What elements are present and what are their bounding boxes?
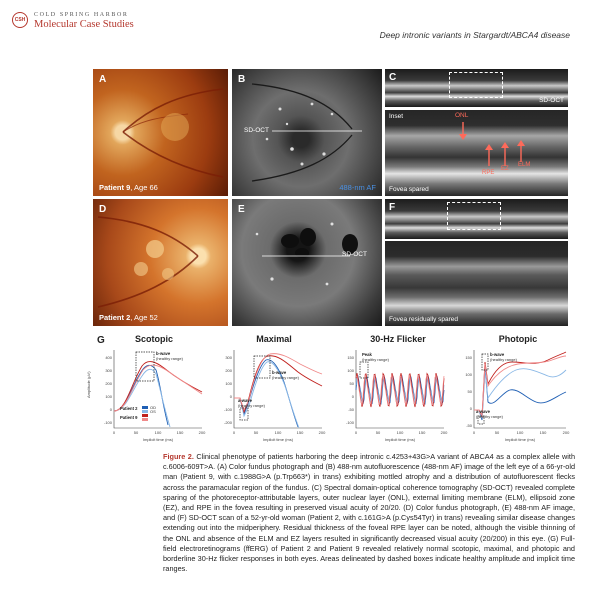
journal-name[interactable]: Molecular Case Studies bbox=[34, 19, 134, 30]
ytick: -100 bbox=[345, 420, 354, 425]
xtick: 150 bbox=[176, 430, 184, 435]
publisher-name: COLD SPRING HARBOR bbox=[34, 12, 129, 18]
erg-xlabel: Implicit time (ms) bbox=[384, 437, 416, 442]
yticks-maximal bbox=[224, 355, 233, 425]
xtick: 0 bbox=[354, 430, 358, 435]
panel-letter-g: G bbox=[97, 335, 105, 346]
ytick: 200 bbox=[225, 368, 232, 373]
fovea-label-c: Fovea spared bbox=[389, 186, 429, 193]
sdoct-label-e: SD-OCT bbox=[342, 251, 367, 258]
legend-swatch-p2-os bbox=[142, 410, 148, 413]
inset-region-box bbox=[449, 72, 503, 98]
oct-scan-f bbox=[385, 199, 568, 239]
xtick: 0 bbox=[472, 430, 476, 435]
xtick: 50 bbox=[253, 430, 259, 435]
onl-label: ONL bbox=[455, 112, 469, 119]
panel-letter-a: A bbox=[99, 74, 107, 85]
ytick: -100 bbox=[223, 407, 232, 412]
af-e-atrophy bbox=[232, 199, 382, 326]
xtick: 200 bbox=[562, 430, 570, 435]
figure-label: Figure 2. bbox=[163, 452, 194, 461]
oct-inset-c bbox=[385, 110, 568, 196]
ytick: -50 bbox=[348, 407, 354, 412]
healthy-range-box bbox=[360, 362, 368, 378]
fundus-photo-d bbox=[93, 199, 228, 326]
erg-chart-maximal bbox=[208, 332, 326, 444]
erg-title-photopic: Photopic bbox=[498, 334, 538, 344]
annot-awave: a-wave bbox=[476, 409, 490, 414]
xtick: 200 bbox=[440, 430, 448, 435]
erg-xlabel: Implicit time (ms) bbox=[504, 437, 536, 442]
ytick: -200 bbox=[223, 420, 232, 425]
ytick: 100 bbox=[347, 368, 354, 373]
trace-p9-os bbox=[114, 365, 202, 411]
panel-letter-f: F bbox=[389, 202, 396, 213]
xticks-photopic bbox=[473, 430, 570, 435]
yticks-flicker bbox=[346, 355, 355, 425]
trace-p9-od bbox=[114, 362, 202, 411]
af-label-b: 488-nm AF bbox=[339, 183, 376, 192]
patient-age-d: Age 52 bbox=[134, 313, 158, 322]
xtick: 100 bbox=[154, 430, 162, 435]
elm-label: ELM bbox=[518, 162, 531, 168]
annot-bwave: b-wave bbox=[272, 370, 287, 375]
journal-logo bbox=[12, 12, 28, 28]
xtick: 0 bbox=[112, 430, 116, 435]
erg-title-maximal: Maximal bbox=[256, 334, 292, 344]
layer-arrows bbox=[385, 110, 568, 196]
annot-bwave: b-wave bbox=[490, 352, 505, 357]
trace-p2-od bbox=[234, 360, 298, 427]
xtick: 200 bbox=[318, 430, 326, 435]
ytick: 0 bbox=[229, 394, 232, 399]
panel-letter-c: C bbox=[389, 72, 397, 83]
ytick: 150 bbox=[347, 355, 354, 360]
yticks-scotopic bbox=[104, 355, 113, 425]
xtick: 150 bbox=[418, 430, 426, 435]
fundus-d-vessels bbox=[93, 199, 228, 326]
xtick: 100 bbox=[516, 430, 524, 435]
erg-axes bbox=[234, 350, 322, 428]
erg-chart-photopic bbox=[452, 332, 574, 444]
erg-chart-flicker bbox=[330, 332, 448, 444]
figure-caption bbox=[163, 452, 575, 574]
ytick: 50 bbox=[467, 389, 472, 394]
legend-swatch-p2-od bbox=[142, 406, 148, 409]
fovea-label-f: Fovea residually spared bbox=[389, 316, 459, 323]
inset-region-box-f bbox=[447, 202, 501, 230]
erg-xlabel: Implicit time (ms) bbox=[142, 437, 174, 442]
xtick: 50 bbox=[375, 430, 381, 435]
legend-swatch-p9-od bbox=[142, 414, 148, 417]
xticks-scotopic bbox=[113, 430, 206, 435]
ytick: -50 bbox=[466, 423, 472, 428]
legend-od: OD bbox=[150, 405, 156, 410]
patient-name-d: Patient 2 bbox=[99, 313, 131, 322]
trace-p2-os bbox=[234, 362, 299, 428]
annot-bwave: b-wave bbox=[156, 351, 171, 356]
ytick: 100 bbox=[465, 372, 472, 377]
legend-swatch-p9-os bbox=[142, 418, 148, 421]
ytick: 400 bbox=[105, 355, 112, 360]
xtick: 0 bbox=[232, 430, 236, 435]
patient-label-a: Patient 9, Age 66 bbox=[99, 183, 158, 192]
running-title: Deep intronic variants in Stargardt/ABCA4 disease bbox=[379, 30, 570, 40]
ytick: 100 bbox=[105, 394, 112, 399]
autofluorescence-image-b bbox=[232, 69, 382, 196]
ytick: 0 bbox=[109, 407, 112, 412]
oct-scan-c bbox=[385, 69, 568, 107]
legend-p9: Patient 9 bbox=[120, 415, 138, 420]
annot-healthy-b: (healthy range) bbox=[272, 375, 299, 380]
trace-p9-os bbox=[474, 356, 566, 416]
autofluorescence-image-e bbox=[232, 199, 382, 326]
annot-healthy: (healthy range) bbox=[362, 357, 389, 362]
erg-title-flicker: 30-Hz Flicker bbox=[370, 334, 426, 344]
ytick: 0 bbox=[469, 406, 472, 411]
ytick: 300 bbox=[225, 355, 232, 360]
erg-chart-scotopic bbox=[86, 332, 204, 444]
xtick: 200 bbox=[198, 430, 206, 435]
inset-label-c: Inset bbox=[389, 113, 404, 120]
annot-awave: a-wave bbox=[238, 398, 252, 403]
logo-text: CSH bbox=[14, 17, 26, 23]
ytick: 0 bbox=[351, 394, 354, 399]
xtick: 150 bbox=[539, 430, 547, 435]
panel-letter-e: E bbox=[238, 204, 245, 215]
annot-healthy-a: (healthy range) bbox=[238, 403, 265, 408]
rpe-label: RPE bbox=[482, 170, 495, 176]
ytick: -100 bbox=[103, 420, 112, 425]
sdoct-label-b: SD-OCT bbox=[244, 127, 269, 134]
patient-name-a: Patient 9 bbox=[99, 183, 131, 192]
xtick: 50 bbox=[494, 430, 500, 435]
sdoct-label-c: SD-OCT bbox=[539, 97, 564, 104]
oct-inset-f bbox=[385, 241, 568, 326]
ytick: 150 bbox=[465, 355, 472, 360]
fundus-photo-a bbox=[93, 69, 228, 196]
erg-xlabel: Implicit time (ms) bbox=[262, 437, 294, 442]
fundus-a-vessels bbox=[93, 69, 228, 196]
caption-text: Clinical phenotype of patients harboring the deep intronic c.4253+43G>A variant of ABCA4 as a complex allele with c.6006-609T>A. (A) Color fundus photograph and (B) 488-nm autofluorescence (488-nm AF) image of the left eye of a 66-yr-old man (Patient 9, with c.1988G>A (p.Trp663*) in trans) exhibiting mottled atrophy and a distribution of autofluorescent flecks across the paramacular region of the fundus. (C) Spectral domain-optical coherence tomography (SD-OCT) revealed complete sparing of the photoreceptor-attributable layers, outer nuclear layer (ONL), external limiting membrane (ELM), ellipsoid zone (EZ), and RPE in the fovea resulting in preserved visual acuity of 20/20. (D) Color fundus photograph, (E) 488-nm AF image, and (F) SD-OCT scan of a 52-yr-old woman (Patient 2, with c.161G>A (p.Cys54Tyr) in trans) revealing similar disease changes extending out into the midperiphery. Residual thickness of the foveal RPE layer can be noted, although the visible thinning of the ONL and absence of the ELM and EZ layers resulted in significantly decreased visual acuity (20/200) in this eye. (G) Full-field electroretinograms (ffERG) of Patient 2 and Patient 9 revealed relatively normal scotopic, maximal, and photopic and borderline 30-Hz flicker responses in both eyes. Areas delineated by dashed boxes indicate healthy amplitude and implicit time ranges. bbox=[163, 452, 576, 574]
xtick: 150 bbox=[296, 430, 304, 435]
erg-ylabel: Amplitude (µV) bbox=[86, 371, 91, 398]
xticks-maximal bbox=[233, 430, 326, 435]
xticks-flicker bbox=[355, 430, 448, 435]
xtick: 100 bbox=[274, 430, 282, 435]
ez-label: EZ bbox=[501, 166, 509, 172]
ytick: 300 bbox=[105, 368, 112, 373]
patient-age-a: Age 66 bbox=[134, 183, 158, 192]
xtick: 50 bbox=[133, 430, 139, 435]
annot-peak: Peak bbox=[362, 352, 372, 357]
legend-p2: Patient 2 bbox=[120, 406, 138, 411]
legend-os: OS bbox=[150, 409, 156, 414]
annot-healthy-a: (healthy range) bbox=[476, 414, 503, 419]
annot-healthy-b: (healthy range) bbox=[490, 357, 517, 362]
ytick: 200 bbox=[105, 381, 112, 386]
erg-title-scotopic: Scotopic bbox=[134, 334, 174, 344]
annot-healthy: (healthy range) bbox=[156, 356, 183, 361]
ytick: 100 bbox=[225, 381, 232, 386]
panel-letter-d: D bbox=[99, 204, 107, 215]
ytick: 50 bbox=[349, 381, 354, 386]
patient-label-d: Patient 2, Age 52 bbox=[99, 313, 158, 322]
erg-legend bbox=[120, 405, 156, 421]
panel-letter-b: B bbox=[238, 74, 246, 85]
yticks-photopic bbox=[465, 355, 472, 428]
xtick: 100 bbox=[396, 430, 404, 435]
